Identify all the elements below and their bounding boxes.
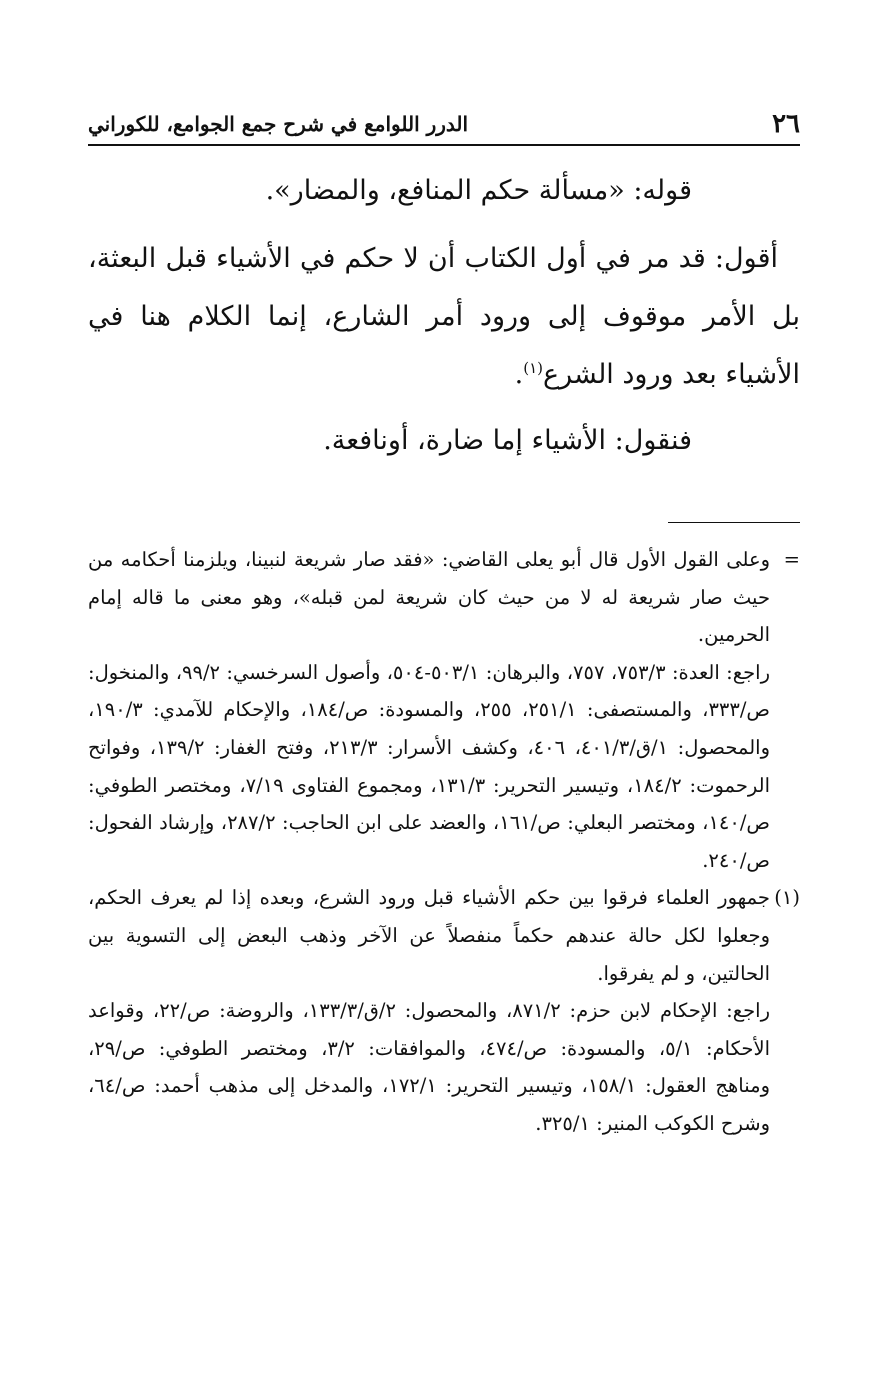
footnote-references: راجع: العدة: ٧٥٣/٣، ٧٥٧، والبرهان: ٥٠٣/١-٥٠٤، وأصول السرخسي: ٩٩/٢، والمنخول: ص/٣٣٣، والمستصفى: ٢٥١/١، ٢٥٥، والمسودة: ص/١٨٤، والإحكام للآمدي: ١٩٠/٣، والمحصول: ١/ق/٤٠١/٣، ٤٠٦، وكشف الأسرار: ٢١٣/٣، وفتح الغفار: ١٣٩/٢، وفواتح الرحموت: ١٨٤/٢، وتيسير التحرير: ١٣١/٣، ومجموع الفتاوى ٧/١٩، ومختصر الطوفي: ص/١٤٠، ومختصر البعلي: ص/١٦١، والعضد على ابن الحاجب: ٢٨٧/٢، وإرشاد الفحول: ص/٢٤٠. xyxy=(88,660,771,872)
conclusion-line: فنقول: الأشياء إما ضارة، أونافعة. xyxy=(323,425,692,456)
footnote-1-content xyxy=(88,879,770,1142)
footnote-1 xyxy=(88,879,800,1142)
book-page xyxy=(88,100,800,1143)
quote-line: قوله: «مسألة حكم المنافع، والمضار». xyxy=(265,175,692,206)
footnote-paragraph: جمهور العلماء فرقوا بين حكم الأشياء قبل ورود الشرع، وبعده إذا لم يعرف الحكم، وجعلوا لكل حالة عندهم حكماً منفصلاً عن الآخر وذهب البعض إلى التسوية بين الحالتين، و لم يفرقوا. xyxy=(88,886,770,985)
page-number: ٢٦ xyxy=(772,109,800,139)
footnote-separator xyxy=(668,522,800,523)
footnote-continuation xyxy=(88,541,800,879)
footnote-reference[interactable]: (١) xyxy=(523,359,543,377)
main-text xyxy=(88,162,800,470)
footnote-number: (١) xyxy=(774,886,800,910)
footnotes-area xyxy=(88,541,800,1143)
footnote-paragraph: وعلى القول الأول قال أبو يعلى القاضي: «فقد صار شريعة لنبينا، ويلزمنا أحكامه من حيث صار شريعة له لا من حيث كان شريعة لمن قبله»، وهو معنى ما قاله إمام الحرمين. xyxy=(88,548,770,647)
footnote-continuation-content xyxy=(88,541,770,879)
footnote-references: راجع: الإحكام لابن حزم: ٨٧١/٢، والمحصول: ٢/ق/١٣٣/٣، والروضة: ص/٢٢، وقواعد الأحكام: ٥/١، والمسودة: ص/٤٧٤، والموافقات: ٣/٢، ومختصر الطوفي: ص/٢٩، ومناهج العقول: ١٥٨/١، وتيسير التحرير: ١٧٢/١، والمدخل إلى مذهب أحمد: ص/٦٤، وشرح الكوكب المنير: ٣٢٥/١. xyxy=(88,999,770,1135)
running-title: الدرر اللوامع في شرح جمع الجوامع، للكوراني xyxy=(88,112,469,136)
commentary-paragraph xyxy=(88,230,800,404)
commentary-period: . xyxy=(514,359,524,390)
running-header xyxy=(88,100,800,146)
continuation-marker: = xyxy=(783,548,800,571)
commentary-text: أقول: قد مر في أول الكتاب أن لا حكم في الأشياء قبل البعثة، بل الأمر موقوف إلى ورود أمر الشارع، إنما الكلام هنا في الأشياء بعد ورود الشرع xyxy=(88,243,800,390)
